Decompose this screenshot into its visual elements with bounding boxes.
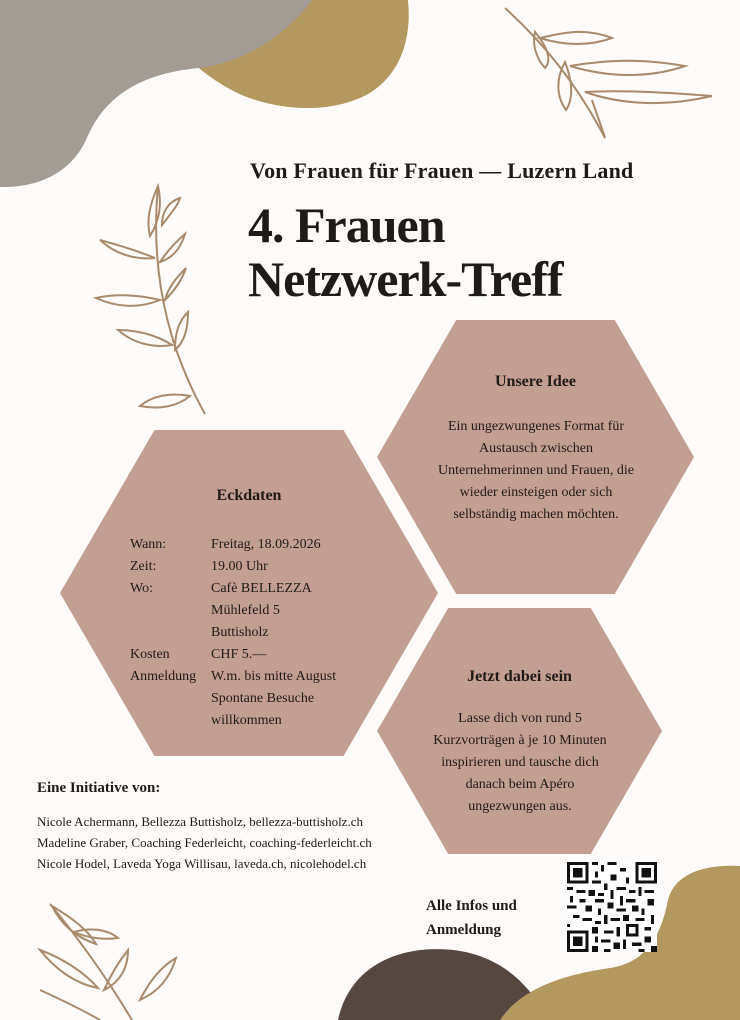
- initiative-line: Madeline Graber, Coaching Federleicht, coaching-federleicht.ch: [37, 835, 372, 850]
- eckdaten-row: [130, 644, 336, 666]
- eckdaten-row: [130, 688, 336, 710]
- eckdaten-value: Freitag, 18.09.2026: [211, 537, 321, 552]
- eckdaten-value: Spontane Besuche: [211, 691, 315, 706]
- eckdaten-row: [130, 710, 336, 732]
- eckdaten-row: [130, 534, 336, 556]
- dabei-text-line: ungezwungen aus.: [468, 799, 572, 814]
- eckdaten-table: [130, 534, 336, 732]
- eckdaten-value: 19.00 Uhr: [211, 559, 268, 574]
- eckdaten-value: Buttisholz: [211, 625, 269, 640]
- event-subtitle: Von Frauen für Frauen — Luzern Land: [250, 158, 634, 183]
- eckdaten-row: [130, 556, 336, 578]
- eckdaten-label: Kosten: [130, 647, 170, 662]
- event-title-line-1: 4. Frauen: [248, 197, 445, 253]
- idee-text: [400, 416, 672, 526]
- dabei-text-line: Lasse dich von rund 5: [458, 711, 582, 726]
- eckdaten-label: Wo:: [130, 581, 153, 596]
- dabei-text-line: danach beim Apéro: [465, 777, 575, 792]
- eckdaten-row: [130, 666, 336, 688]
- idee-text-line: Ein ungezwungenes Format für: [447, 419, 625, 434]
- idee-text-line: Austausch zwischen: [479, 441, 593, 456]
- initiative-heading: Eine Initiative von:: [37, 780, 161, 796]
- idee-text-line: Unternehmerinnen und Frauen, die: [438, 463, 634, 478]
- eckdaten-label: [130, 622, 211, 644]
- eckdaten-value: willkommen: [211, 713, 282, 728]
- eckdaten-value: W.m. bis mitte August: [211, 669, 337, 684]
- eckdaten-row: [130, 578, 336, 600]
- eckdaten-label: Zeit:: [130, 559, 157, 574]
- eckdaten-label: Wann:: [130, 537, 167, 552]
- eckdaten-row: [130, 622, 336, 644]
- eckdaten-value: CHF 5.—: [211, 647, 267, 662]
- dabei-text-line: inspirieren und tausche dich: [441, 755, 599, 770]
- eckdaten-row: [130, 600, 336, 622]
- idee-text-line: selbständig machen möchten.: [453, 507, 619, 522]
- leaf-branch-left-icon: [96, 186, 205, 414]
- idee-text-line: wieder einsteigen oder sich: [459, 485, 613, 500]
- leaf-branch-top-right-icon: [505, 8, 712, 138]
- initiative-line: Nicole Hodel, Laveda Yoga Willisau, laveda.ch, nicolehodel.ch: [37, 856, 367, 871]
- qr-code-icon[interactable]: [567, 862, 657, 952]
- event-title-line-2: Netzwerk-Treff: [248, 251, 563, 307]
- infos-line: Alle Infos und: [426, 898, 517, 914]
- eckdaten-value: Mühlefeld 5: [211, 603, 280, 618]
- event-title: [248, 198, 708, 306]
- initiative-section: [37, 780, 437, 874]
- eckdaten-label: Anmeldung: [130, 669, 197, 684]
- eckdaten-value: Cafè BELLEZZA: [211, 581, 312, 596]
- eckdaten-label: [130, 600, 211, 622]
- infos-label: [426, 894, 566, 942]
- eckdaten-heading: Eckdaten: [216, 487, 282, 504]
- dabei-text-line: Kurzvorträgen à je 10 Minuten: [433, 733, 607, 748]
- idee-heading: Unsere Idee: [494, 373, 577, 390]
- initiative-line: Nicole Achermann, Bellezza Buttisholz, bellezza-buttisholz.ch: [37, 814, 363, 829]
- dabei-heading: Jetzt dabei sein: [467, 668, 572, 685]
- eckdaten-label: [130, 710, 211, 732]
- infos-line: Anmeldung: [426, 922, 502, 938]
- leaf-branch-bottom-left-icon: [40, 904, 176, 1020]
- eckdaten-label: [130, 688, 211, 710]
